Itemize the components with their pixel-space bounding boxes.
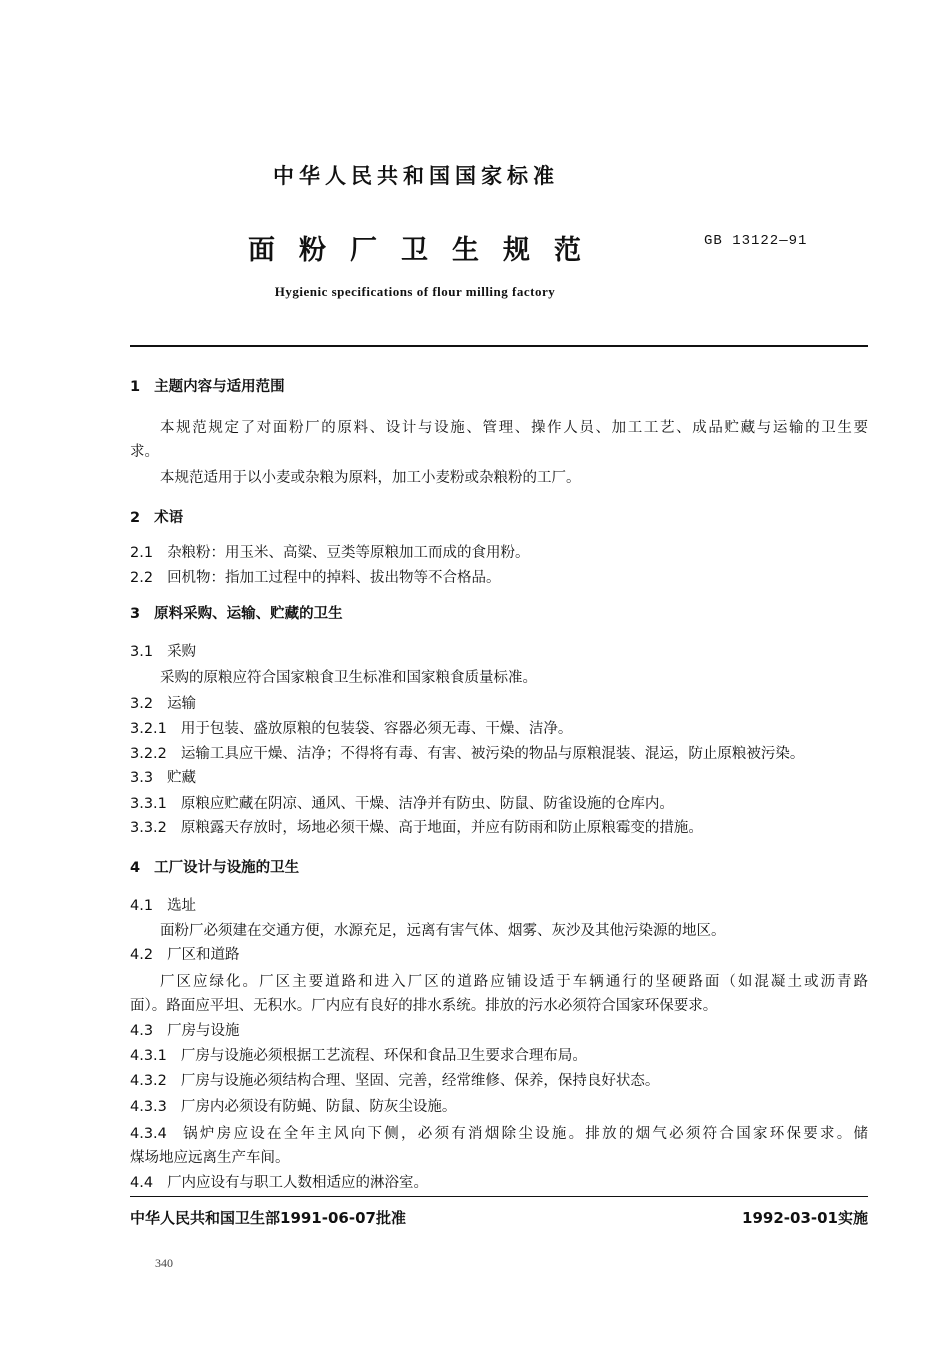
clause-text: 运输工具应干燥、洁净；不得将有毒、有害、被污染的物品与原粮混装、混运，防止原粮被污染。	[180, 746, 805, 762]
paragraph-line	[160, 418, 868, 438]
clause-line	[130, 694, 868, 714]
clause-text: 厂房内必须设有防蝇、防鼠、防灰尘设施。	[180, 1099, 457, 1115]
clause-number: 3.1	[130, 644, 154, 660]
clause-line	[130, 794, 868, 814]
clause-number: 3.3	[130, 770, 154, 786]
clause-text: 原粮应贮藏在阴凉、通风、干燥、洁净并有防虫、防鼠、防雀设施的仓库内。	[180, 796, 674, 812]
section-heading	[130, 858, 868, 878]
clause-text: 面粉厂必须建在交通方便，水源充足，远离有害气体、烟雾、灰沙及其他污染源的地区。	[160, 923, 726, 939]
clause-text: 选址	[167, 898, 197, 914]
paragraph-line	[160, 972, 868, 992]
clause-number: 4.4	[130, 1175, 154, 1191]
clause-text: 采购	[167, 644, 197, 660]
clause-text: 厂房与设施必须根据工艺流程、环保和食品卫生要求合理布局。	[180, 1048, 587, 1064]
clause-number: 4.1	[130, 898, 154, 914]
clause-text: 原粮露天存放时，场地必须干燥、高于地面，并应有防雨和防止原粮霉变的措施。	[180, 820, 703, 836]
paragraph-line	[160, 668, 868, 688]
clause-text: 面）。路面应平坦、无积水。厂内应有良好的排水系统。排放的污水必须符合国家环保要求。	[130, 998, 718, 1014]
clause-text: 回机物：指加工过程中的掉料、拔出物等不合格品。	[167, 570, 501, 586]
clause-text: 贮藏	[167, 770, 197, 786]
clause-text: 工厂设计与设施的卫生	[154, 860, 300, 876]
standard-code: GB 13122—91	[704, 233, 808, 249]
clause-line	[130, 896, 868, 916]
section-heading	[130, 604, 868, 624]
clause-text: 原料采购、运输、贮藏的卫生	[154, 606, 343, 622]
clause-line	[130, 1071, 868, 1091]
clause-line	[130, 768, 868, 788]
clause-text: 本规范规定了对面粉厂的原料、设计与设施、管理、操作人员、加工工艺、成品贮藏与运输的卫生要	[160, 420, 868, 436]
clause-number: 4.3	[130, 1023, 154, 1039]
clause-text: 采购的原粮应符合国家粮食卫生标准和国家粮食质量标准。	[160, 670, 537, 686]
page-number: 340	[155, 1256, 173, 1270]
clause-number: 4.3.4	[130, 1126, 167, 1142]
standard-organization: 中华人民共和国国家标准	[273, 164, 559, 188]
clause-number: 2.2	[130, 570, 154, 586]
effective-date: 1992-03-01实施	[742, 1209, 868, 1227]
clause-text: 运输	[167, 696, 197, 712]
document-title: 面粉厂卫生规范	[248, 235, 605, 266]
clause-number: 3.2.2	[130, 746, 167, 762]
clause-number: 3.3.1	[130, 796, 167, 812]
clause-number: 4	[130, 860, 141, 876]
paragraph-line	[130, 1148, 868, 1168]
clause-text: 厂区和道路	[167, 947, 240, 963]
paragraph-line	[130, 996, 868, 1016]
header-rule	[130, 345, 868, 347]
clause-number: 2	[130, 510, 141, 526]
english-title: Hygienic specifications of flour milling factory	[274, 284, 556, 299]
clause-line	[130, 1046, 868, 1066]
clause-line	[130, 568, 868, 588]
clause-line	[130, 642, 868, 662]
clause-number: 4.3.2	[130, 1073, 167, 1089]
clause-line	[130, 1021, 868, 1041]
clause-number: 3	[130, 606, 141, 622]
clause-text: 主题内容与适用范围	[154, 379, 285, 395]
approval-date: 中华人民共和国卫生部1991-06-07批准	[130, 1209, 406, 1227]
clause-number: 4.3.1	[130, 1048, 167, 1064]
clause-number: 2.1	[130, 545, 154, 561]
clause-text: 厂内应设有与职工人数相适应的淋浴室。	[167, 1175, 429, 1191]
section-heading	[130, 508, 868, 528]
paragraph-line	[130, 442, 868, 462]
clause-text: 求。	[130, 444, 159, 460]
clause-line	[130, 543, 868, 563]
clause-line	[130, 1097, 868, 1117]
clause-text: 锅炉房应设在全年主风向下侧，必须有消烟除尘设施。排放的烟气必须符合国家环保要求。储	[180, 1126, 868, 1142]
clause-line	[130, 1124, 868, 1144]
clause-line	[130, 818, 868, 838]
clause-text: 煤场地应远离生产车间。	[130, 1150, 290, 1166]
clause-number: 3.3.2	[130, 820, 167, 836]
paragraph-line	[160, 921, 868, 941]
clause-text: 厂房与设施必须结构合理、坚固、完善，经常维修、保养，保持良好状态。	[180, 1073, 660, 1089]
clause-line	[130, 1173, 868, 1193]
clause-line	[130, 719, 868, 739]
clause-text: 术语	[154, 510, 184, 526]
clause-text: 本规范适用于以小麦或杂粮为原料，加工小麦粉或杂粮粉的工厂。	[160, 470, 581, 486]
clause-number: 1	[130, 379, 141, 395]
section-heading	[130, 377, 868, 397]
clause-text: 用于包装、盛放原粮的包装袋、容器必须无毒、干燥、洁净。	[180, 721, 573, 737]
clause-number: 3.2	[130, 696, 154, 712]
clause-line	[130, 945, 868, 965]
clause-number: 3.2.1	[130, 721, 167, 737]
clause-text: 杂粮粉：用玉米、高粱、豆类等原粮加工而成的食用粉。	[167, 545, 530, 561]
paragraph-line	[160, 468, 868, 488]
clause-number: 4.3.3	[130, 1099, 167, 1115]
clause-line	[130, 744, 868, 764]
footer-rule	[130, 1196, 868, 1197]
clause-text: 厂房与设施	[167, 1023, 240, 1039]
clause-number: 4.2	[130, 947, 154, 963]
clause-text: 厂区应绿化。厂区主要道路和进入厂区的道路应铺设适于车辆通行的坚硬路面（如混凝土或沥青路	[160, 974, 868, 990]
